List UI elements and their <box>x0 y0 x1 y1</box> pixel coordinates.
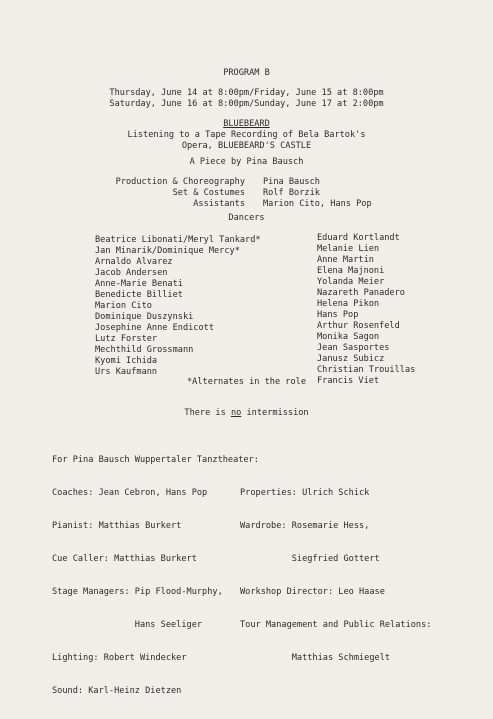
work-subtitle-line-2: Opera, BLUEBEARD'S CASTLE <box>181 141 312 151</box>
performance-dates-line-2: Saturday, June 16 at 8:00pm/Sunday, June 17 at 2:00pm <box>109 99 384 109</box>
intermission-emphasis: no <box>230 408 242 418</box>
company-credit: Workshop Director: Leo Haase <box>240 587 385 597</box>
work-title-text: BLUEBEARD <box>223 119 270 129</box>
company-credit: Wardrobe: Rosemarie Hess, <box>240 521 370 531</box>
dancer-name: Lutz Forster <box>95 334 158 344</box>
company-credit: Matthias Schmiegelt <box>240 653 391 663</box>
company-left-column <box>52 466 223 719</box>
company-credit: Hans Seeliger <box>52 620 203 630</box>
company-right-column <box>240 466 431 686</box>
dancer-name: Eduard Kortlandt <box>317 233 400 243</box>
credit-role: Assistants <box>193 199 245 209</box>
dancer-name: Anne-Marie Benati <box>95 279 183 289</box>
dancer-name: Christian Trouillas <box>317 365 416 375</box>
alternates-note: *Alternates in the role <box>187 377 306 387</box>
intermission-before: There is <box>184 408 231 418</box>
dancer-name: Benedicte Billiet <box>95 290 183 300</box>
dancer-name: Monika Sagon <box>317 332 380 342</box>
dancer-name: Francis Viet <box>317 376 380 386</box>
dancer-name: Jacob Andersen <box>95 268 168 278</box>
dancer-name: Arthur Rosenfeld <box>317 321 400 331</box>
dancer-name: Mechthild Grossmann <box>95 345 194 355</box>
program-title: PROGRAM B <box>223 68 270 78</box>
company-credit: Coaches: Jean Cebron, Hans Pop <box>52 488 208 498</box>
dancers-left-column <box>95 235 261 378</box>
company-credit: Tour Management and Public Relations: <box>240 620 432 630</box>
dancer-name: Urs Kaufmann <box>95 367 158 377</box>
company-credit: Stage Managers: Pip Flood-Murphy, <box>52 587 223 597</box>
dancer-name: Nazareth Panadero <box>317 288 405 298</box>
dancer-name: Helena Pikon <box>317 299 380 309</box>
company-credit: Properties: Ulrich Schick <box>240 488 370 498</box>
piece-by: A Piece by Pina Bausch <box>189 157 304 167</box>
work-title <box>0 119 493 130</box>
dancer-name: Josephine Anne Endicott <box>95 323 214 333</box>
dancer-name: Jean Sasportes <box>317 343 390 353</box>
dancer-name: Hans Pop <box>317 310 359 320</box>
company-credit: Sound: Karl-Heinz Dietzen <box>52 686 182 696</box>
company-credit: Lighting: Robert Windecker <box>52 653 187 663</box>
dancer-name: Arnaldo Alvarez <box>95 257 173 267</box>
credit-roles <box>95 177 245 210</box>
dancer-name: Beatrice Libonati/Meryl Tankard* <box>95 235 261 245</box>
dancer-name: Janusz Subicz <box>317 354 385 364</box>
credit-role: Production & Choreography <box>115 177 245 187</box>
dancer-name: Jan Minarik/Dominique Mercy* <box>95 246 240 256</box>
credit-role: Set & Costumes <box>172 188 245 198</box>
dancer-name: Marion Cito <box>95 301 152 311</box>
credit-name: Rolf Borzik <box>263 188 320 198</box>
intermission-note <box>0 408 493 419</box>
dancer-name: Dominique Duszynski <box>95 312 194 322</box>
credit-name: Marion Cito, Hans Pop <box>263 199 372 209</box>
company-credit: Cue Caller: Matthias Burkert <box>52 554 197 564</box>
company-credit: Siegfried Gottert <box>240 554 380 564</box>
dancers-right-column <box>317 233 415 387</box>
dancer-name: Anne Martin <box>317 255 374 265</box>
dancers-heading: Dancers <box>228 213 265 223</box>
dancer-name: Melanie Lien <box>317 244 380 254</box>
dancer-name: Elena Majnoni <box>317 266 385 276</box>
company-credit: Pianist: Matthias Burkert <box>52 521 182 531</box>
work-subtitle-line-1: Listening to a Tape Recording of Bela Bartok's <box>127 130 366 140</box>
credit-name: Pina Bausch <box>263 177 320 187</box>
company-heading: For Pina Bausch Wuppertaler Tanztheater: <box>52 455 259 465</box>
dancer-name: Kyomi Ichida <box>95 356 158 366</box>
performance-dates-line-1: Thursday, June 14 at 8:00pm/Friday, June 15 at 8:00pm <box>109 88 384 98</box>
credit-names <box>263 177 372 210</box>
dancer-name: Yolanda Meier <box>317 277 385 287</box>
intermission-after: intermission <box>241 408 309 418</box>
